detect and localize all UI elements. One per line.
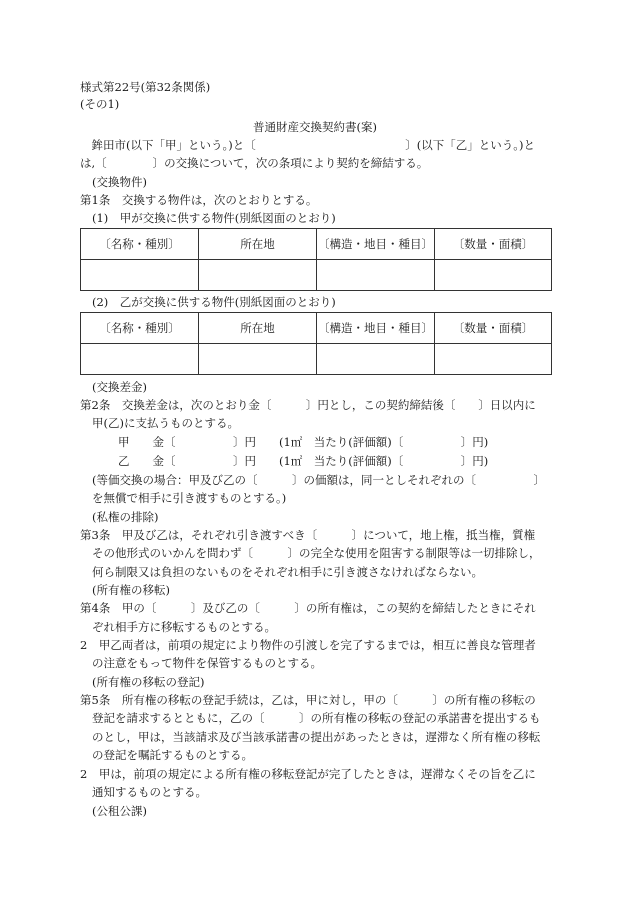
article-5-line-1: 第5条 所有権の移転の登記手続は，乙は，甲に対し，甲の〔 〕の所有権の移転の: [80, 693, 536, 707]
table-cell: [435, 344, 552, 375]
table-cell: [199, 260, 317, 291]
table-header-structure: 〔構造・地目・種目〕: [317, 313, 435, 344]
table-header-quantity: 〔数量・面積〕: [435, 229, 552, 260]
intro-line-1: 鉾田市(以下「甲」という。)と〔 〕(以下「乙」という。)と: [80, 138, 535, 152]
heading-exchange-difference: (交換差金): [92, 380, 147, 394]
table-header-location: 所在地: [199, 313, 317, 344]
article-2-line-5: (等価交換の場合：甲及び乙の〔 〕の価額は，同一としそれぞれの〔 〕: [92, 473, 545, 487]
property-table-1: [80, 228, 552, 291]
article-2-party-b: 乙 金〔 〕円 (1㎡ 当たり(評価額)〔 〕円): [118, 454, 489, 468]
article-2-line-1: 第2条 交換差金は，次のとおり金〔 〕円とし，この契約締結後〔 〕日以内に: [80, 398, 536, 412]
table-cell: [199, 344, 317, 375]
table-header-structure: 〔構造・地目・種目〕: [317, 229, 435, 260]
heading-registration: (所有権の移転の登記): [92, 675, 205, 689]
article-5-line-3: のとし，甲は，当該請求及び当該承諾書の提出があったときは，遅滞なく所有権の移転: [92, 730, 541, 744]
article-5-line-4: の登記を嘱託するものとする。: [92, 748, 253, 762]
article-2-line-2: 甲(乙)に支払うものとする。: [92, 416, 239, 430]
article-4-para-2-line-1: 2 甲乙両者は，前項の規定により物件の引渡しを完了するまでは，相互に善良な管理者: [80, 638, 536, 652]
article-5-para-2-line-1: 2 甲は，前項の規定による所有権の移転登記が完了したときは，遅滞なくその旨を乙に: [80, 767, 536, 781]
table-header-quantity: 〔数量・面積〕: [435, 313, 552, 344]
heading-exchange-property: (交換物件): [92, 175, 147, 189]
article-3-line-1: 第3条 甲及び乙は，それぞれ引き渡すべき〔 〕について，地上権，抵当権，質権: [80, 528, 536, 542]
table-cell: [81, 260, 199, 291]
intro-line-2: は,〔 〕の交換について，次の条項により契約を締結する。: [80, 156, 429, 170]
article-2-party-a: 甲 金〔 〕円 (1㎡ 当たり(評価額)〔 〕円): [118, 435, 489, 449]
heading-public-taxes: (公租公課): [92, 804, 147, 818]
heading-private-rights: (私権の排除): [92, 510, 159, 524]
article-2-line-6: を無償で相手に引き渡すものとする。): [92, 491, 287, 505]
article-5-para-2-line-2: 通知するものとする。: [92, 785, 207, 799]
table-header-name: 〔名称・種別〕: [81, 313, 199, 344]
document-title: 普通財産交換契約書(案): [253, 120, 377, 134]
table-header-location: 所在地: [199, 229, 317, 260]
article-1: 第1条 交換する物件は，次のとおりとする。: [80, 193, 318, 207]
table-cell: [435, 260, 552, 291]
item-1-label: (1) 甲が交換に供する物件(別紙図面のとおり): [92, 211, 336, 225]
form-number: 様式第22号(第32条関係): [80, 80, 211, 94]
table-cell: [317, 344, 435, 375]
item-2-label: (2) 乙が交換に供する物件(別紙図面のとおり): [92, 295, 336, 309]
article-3-line-2: その他形式のいかんを問わず〔 〕の完全な使用を阻害する制限等は一切排除し，: [92, 546, 541, 560]
table-header-name: 〔名称・種別〕: [81, 229, 199, 260]
table-cell: [81, 344, 199, 375]
article-4-para-2-line-2: の注意をもって物件を保管するものとする。: [92, 656, 322, 670]
heading-ownership-transfer: (所有権の移転): [92, 583, 170, 597]
article-4-line-1: 第4条 甲の〔 〕及び乙の〔 〕の所有権は，この契約を締結したときにそれ: [80, 601, 536, 615]
article-3-line-3: 何ら制限又は負担のないものをそれぞれ相手に引き渡さなければならない。: [92, 565, 483, 579]
property-table-2: [80, 312, 552, 375]
part-label: (その1): [80, 97, 120, 111]
article-4-line-2: ぞれ相手方に移転するものとする。: [92, 620, 276, 634]
article-5-line-2: 登記を請求するとともに，乙の〔 〕の所有権の移転の登記の承諾書を提出するも: [92, 711, 541, 725]
table-cell: [317, 260, 435, 291]
